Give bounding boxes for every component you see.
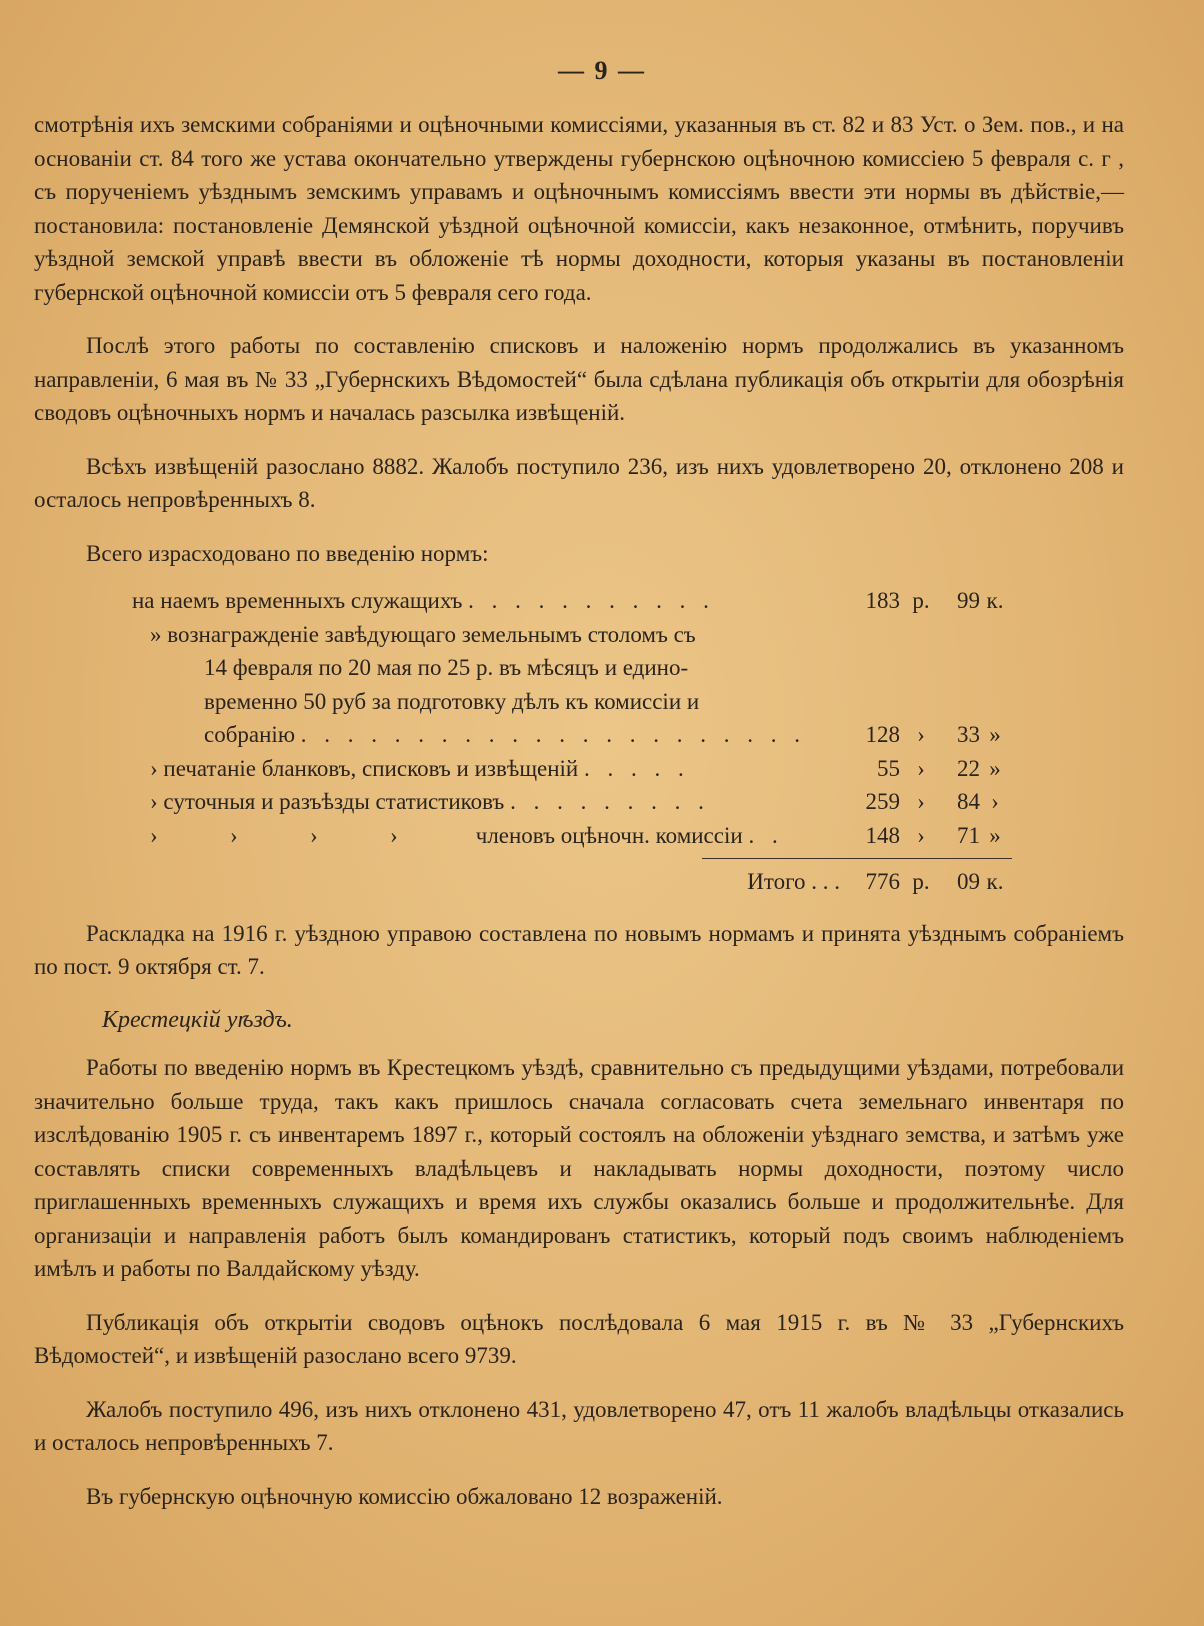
unit-kopecks: к. bbox=[986, 588, 1004, 613]
expense-row: › печатаніе бланковъ, списковъ и извѣщеній . . . . . 55 › 22 » bbox=[132, 752, 1010, 786]
expenses-table bbox=[132, 584, 1010, 899]
expense-label-line: 14 февраля по 20 мая по 25 р. въ мѣсяцъ и едино- bbox=[204, 655, 689, 680]
amount-rubles: 183 bbox=[865, 588, 900, 613]
expense-label-line: » вознагражденіе завѣдующаго земельнымъ столомъ съ bbox=[150, 621, 696, 647]
section-heading: Крестецкій уѣздъ. bbox=[102, 1006, 293, 1033]
expense-label: собранію bbox=[204, 722, 296, 747]
amount-kopecks: 84 bbox=[957, 789, 980, 814]
amount-rubles: 259 bbox=[865, 789, 900, 814]
expense-label: › суточныя и разъѣзды статистиковъ bbox=[150, 789, 505, 814]
paragraph: Работы по введенію нормъ въ Крестецкомъ уѣздѣ, сравнительно съ предыдущими уѣздами, потребовали значительно больше труда, такъ какъ пришлось сначала согласовать счета земельнаго инвентаря по изслѣдованію 1905 г. съ инвентаремъ 1897 г., который состоялъ на обложеніи уѣзднаго земства, и затѣмъ уже составлять списки современныхъ владѣльцевъ и накладывать нормы доходности, поэтому число приглашенныхъ временныхъ служащихъ и время ихъ службы оказались больше и продолжительнѣе. Для организаціи и направленія работъ былъ командированъ статистикъ, который подъ своимъ наблюденіемъ имѣлъ и работы по Валдайскому уѣзду. bbox=[34, 1055, 1124, 1281]
unit-kopecks: » bbox=[989, 722, 1001, 747]
unit-rubles: › bbox=[917, 755, 925, 781]
expense-row: на наемъ временныхъ служащихъ . . . . . . . . . . . 183 р. 99 к. bbox=[132, 584, 1010, 618]
unit-rubles: › bbox=[917, 822, 925, 848]
expense-label: › печатаніе бланковъ, списковъ и извѣщеній bbox=[150, 755, 579, 781]
paragraph: Жалобъ поступило 496, изъ нихъ отклонено 431, удовлетворено 47, отъ 11 жалобъ владѣльцы отказались и осталось непровѣренныхъ 7. bbox=[34, 1396, 1124, 1455]
page-body bbox=[34, 108, 1124, 1533]
unit-rubles: › bbox=[917, 789, 925, 814]
expense-row: › › › › членовъ оцѣночн. комиссіи . . 148 › 71 » bbox=[132, 819, 1010, 853]
paragraph: Всѣхъ извѣщеній разослано 8882. Жалобъ поступило 236, изъ нихъ удовлетворено 20, отклонено 208 и осталось непровѣренныхъ 8. bbox=[34, 453, 1124, 512]
amount-rubles: 55 bbox=[877, 755, 900, 781]
expense-row: собранію . . . . . . . . . . . . . . . . . . . . . . 128 › 33 » bbox=[132, 718, 1010, 752]
ditto-mark: › bbox=[230, 822, 238, 848]
paragraph: Въ губернскую оцѣночную комиссію обжаловано 12 возраженій. bbox=[86, 1483, 723, 1509]
expense-label: членовъ оцѣночн. комиссіи bbox=[475, 822, 743, 848]
amount-kopecks: 33 bbox=[957, 722, 980, 747]
paragraph: Раскладка на 1916 г. уѣздною управою составлена по новымъ нормамъ и принята уѣзднымъ собраніемъ по пост. 9 октября ст. 7. bbox=[34, 920, 1124, 979]
paragraph: смотрѣнія ихъ земскими собраніями и оцѣночными комиссіями, указанныя въ ст. 82 и 83 Уст. о Зем. пов., и на основаніи ст. 84 того же устава окончательно утверждены губернскою оцѣночною комиссіею 5 февраля с. г , съ порученіемъ уѣзднымъ земскимъ управамъ и оцѣночнымъ комиссіямъ ввести эти нормы въ дѣйствіе,—постановила: постановленіе Демянской уѣздной оцѣночной комиссіи, какъ незаконное, отмѣнить, поручивъ уѣздной земской управѣ ввести въ обложеніе тѣ нормы доходности, которыя указаны въ постановленіи губернской оцѣночной комиссіи отъ 5 февраля сего года. bbox=[34, 112, 1124, 305]
expense-label-line: временно 50 руб за подготовку дѣлъ къ комиссіи и bbox=[204, 688, 700, 714]
ditto-mark: › bbox=[310, 822, 318, 848]
amount-rubles: 776 bbox=[865, 869, 900, 894]
expense-row: › суточныя и разъѣзды статистиковъ . . . . . . . . . 259 › 84 › bbox=[132, 785, 1010, 819]
total-label: Итого . . . bbox=[747, 869, 840, 894]
expense-label: на наемъ временныхъ служащихъ bbox=[132, 588, 463, 613]
unit-kopecks: к. bbox=[986, 869, 1004, 894]
unit-kopecks: » bbox=[989, 755, 1001, 781]
page-number: — 9 — bbox=[558, 56, 646, 85]
unit-rubles: р. bbox=[912, 869, 930, 894]
paragraph: Всего израсходовано по введенію нормъ: bbox=[86, 540, 489, 566]
amount-kopecks: 22 bbox=[957, 755, 980, 781]
unit-kopecks: › bbox=[991, 789, 999, 814]
unit-rubles: › bbox=[917, 722, 925, 747]
amount-rubles: 148 bbox=[865, 822, 900, 848]
ditto-mark: › bbox=[150, 822, 158, 848]
amount-kopecks: 71 bbox=[957, 822, 980, 848]
paragraph: Послѣ этого работы по составленію списковъ и наложенію нормъ продолжались въ указанномъ направленіи, 6 мая въ № 33 „Губернскихъ Вѣдомостей“ была сдѣлана публикація объ открытіи для обозрѣнія сводовъ оцѣночныхъ нормъ и началась разсылка извѣщеній. bbox=[34, 333, 1124, 425]
ditto-mark: › bbox=[390, 822, 398, 848]
total-row bbox=[132, 865, 1010, 899]
total-rule bbox=[702, 858, 1012, 859]
unit-rubles: р. bbox=[912, 588, 930, 613]
amount-kopecks: 09 bbox=[957, 869, 980, 894]
amount-kopecks: 99 bbox=[957, 588, 980, 613]
amount-rubles: 128 bbox=[865, 722, 900, 747]
paragraph: Публикація объ открытіи сводовъ оцѣнокъ послѣдовала 6 мая 1915 г. въ № 33 „Губернскихъ Вѣдомостей“, и извѣщеній разослано всего 9739. bbox=[34, 1309, 1124, 1368]
unit-kopecks: » bbox=[989, 822, 1001, 848]
